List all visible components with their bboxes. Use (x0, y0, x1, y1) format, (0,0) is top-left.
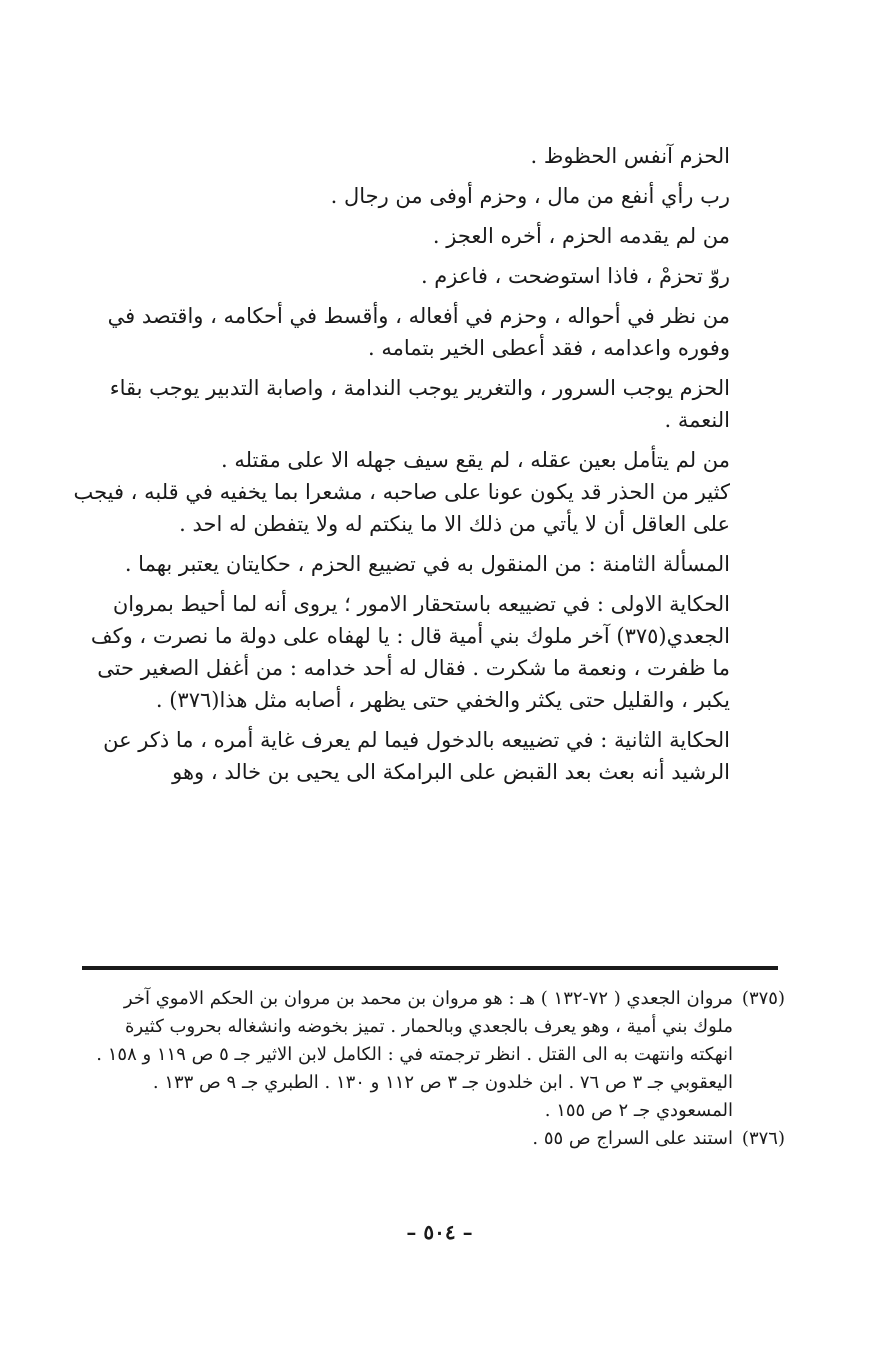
paragraph: المسألة الثامنة : من المنقول به في تضييع الحزم ، حكايتان يعتبر بهما . (124, 552, 730, 576)
paragraph: من نظر في أحواله ، وحزم في أفعاله ، وأقسط في أحكامه ، واقتصد في وفوره واعدامه ، فقد أعطى الخير بتمامه . (107, 304, 730, 360)
paragraph: روّ تحزمْ ، فاذا استوضحت ، فاعزم . (420, 264, 730, 288)
footnote-text: استند على السراج ص ٥٥ . (532, 1128, 733, 1149)
paragraph: الحزم يوجب السرور ، والتغرير يوجب الندامة ، واصابة التدبير يوجب بقاء النعمة . (109, 376, 730, 432)
paragraph: كثير من الحذر قد يكون عونا على صاحبه ، مشعرا بما يخفيه في قلبه ، فيجب على العاقل أن لا يأتي من ذلك الا ما ينكتم له ولا يتفطن له احد . (73, 480, 730, 536)
paragraph: من لم يتأمل بعين عقله ، لم يقع سيف جهله الا على مقتله . (220, 448, 730, 472)
footnotes (80, 985, 785, 1153)
paragraph: الحزم آنفس الحظوظ . (530, 144, 730, 168)
paragraph: من لم يقدمه الحزم ، أخره العجز . (432, 224, 730, 248)
paragraph: الحكاية الثانية : في تضييعه بالدخول فيما لم يعرف غاية أمره ، ما ذكر عن الرشيد أنه بعث بعد القبض على البرامكة الى يحيى بن خالد ، وهو (103, 728, 730, 784)
paragraph: رب رأي أنفع من مال ، وحزم أوفى من رجال . (330, 184, 730, 208)
footnote (80, 1125, 785, 1153)
footnote-number: (٣٧٦) (741, 1128, 785, 1149)
footnote (80, 985, 785, 1125)
footnote-number: (٣٧٥) (741, 988, 785, 1009)
page-number: – ٥٠٤ – (406, 1220, 473, 1244)
footnote-text: مروان الجعدي ( ٧٢-١٣٢ ) هـ : هو مروان بن محمد بن مروان بن الحكم الاموي آخر ملوك بني أمية ، وهو يعرف بالجعدي وبالحمار . تميز بخوضه وانشغاله بحروب كثيرة انهكته وانتهت به الى القتل . انظر ترجمته في : الكامل لابن الاثير جـ ٥ ص ١١٩ و ١٥٨ . اليعقوبي جـ ٣ ص ٧٦ . ابن خلدون جـ ٣ ص ١١٢ و ١٣٠ . الطبري جـ ٩ ص ١٣٣ . المسعودي جـ ٢ ص ١٥٥ . (96, 988, 733, 1121)
main-text (70, 140, 730, 796)
footnote-divider (82, 966, 778, 970)
paragraph: الحكاية الاولى : في تضييعه باستحقار الامور ؛ يروى أنه لما أحيط بمروان الجعدي(٣٧٥) آخر ملوك بني أمية قال : يا لهفاه على دولة ما نصرت ، وكف ما ظفرت ، ونعمة ما شكرت . فقال له أحد خدامه : من أغفل الصغير حتى يكبر ، والقليل حتى يكثر والخفي حتى يظهر ، أصابه مثل هذا(٣٧٦) . (90, 592, 730, 712)
